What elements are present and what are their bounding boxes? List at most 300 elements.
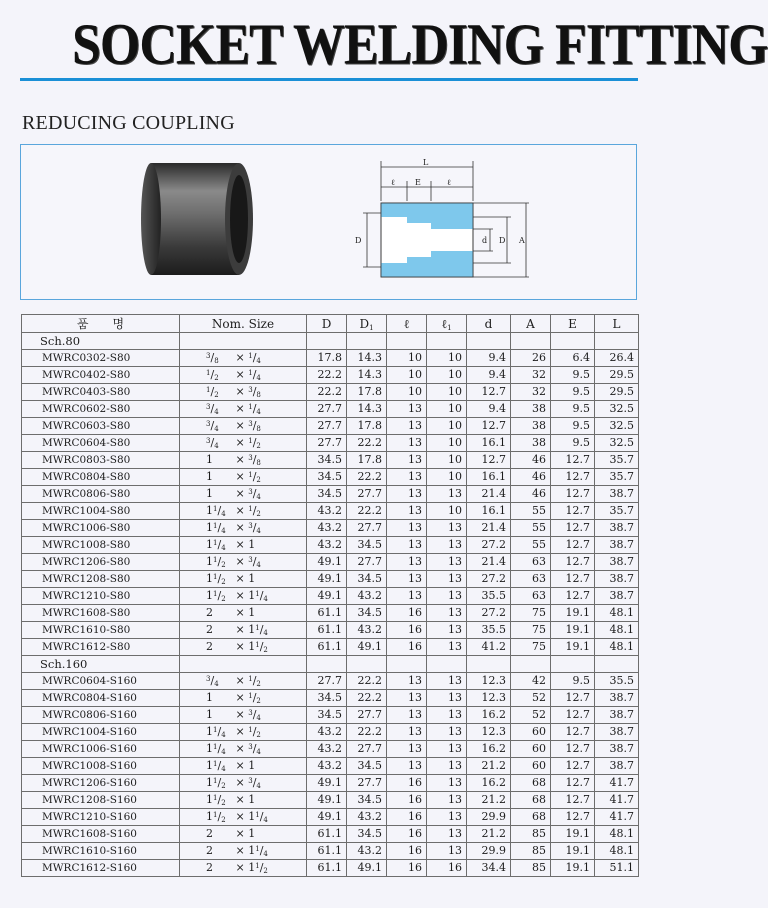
cell-l1: 13: [427, 537, 467, 554]
cell-D1: 14.3: [347, 401, 387, 418]
cell-l1: 13: [427, 554, 467, 571]
cell-nom-size: $1 \times ^3/_8$: [180, 452, 307, 469]
cell-D1: 34.5: [347, 826, 387, 843]
cell-D: 34.5: [307, 690, 347, 707]
cell-l1: 10: [427, 503, 467, 520]
cell-A: 52: [511, 690, 551, 707]
cell-code: MWRC0602-S80: [22, 401, 180, 418]
cell-l1: 13: [427, 809, 467, 826]
table-row: [22, 809, 639, 826]
cell-D: 49.1: [307, 588, 347, 605]
cell-code: MWRC1206-S160: [22, 775, 180, 792]
cell-L: 48.1: [595, 605, 639, 622]
cell-d: 34.4: [467, 860, 511, 877]
cell-code: MWRC0804-S160: [22, 690, 180, 707]
cell-l: 16: [387, 605, 427, 622]
cell-E: 12.7: [551, 571, 595, 588]
col-header-E: E: [551, 315, 595, 333]
cell-nom-size: $2 \times 1^1/_2$: [180, 860, 307, 877]
cell-E: 12.7: [551, 758, 595, 775]
col-header-d: d: [467, 315, 511, 333]
cell-E: 9.5: [551, 673, 595, 690]
table-row: [22, 554, 639, 571]
cell-D: 43.2: [307, 537, 347, 554]
group-empty-cell: [347, 333, 387, 350]
cell-L: 38.7: [595, 554, 639, 571]
cell-l: 13: [387, 741, 427, 758]
cell-l1: 13: [427, 622, 467, 639]
cell-D: 49.1: [307, 792, 347, 809]
cell-E: 12.7: [551, 707, 595, 724]
page-title: SOCKET WELDING FITTING: [72, 12, 768, 77]
cell-l1: 13: [427, 826, 467, 843]
cell-code: MWRC1608-S160: [22, 826, 180, 843]
cell-D1: 22.2: [347, 690, 387, 707]
cell-E: 19.1: [551, 622, 595, 639]
cell-d: 9.4: [467, 367, 511, 384]
cell-nom-size: $^3/_4 \times ^1/_2$: [180, 435, 307, 452]
cell-L: 38.7: [595, 571, 639, 588]
cell-l1: 13: [427, 639, 467, 656]
cell-E: 12.7: [551, 809, 595, 826]
cell-A: 38: [511, 401, 551, 418]
dim-E: E: [415, 178, 421, 187]
cell-D1: 22.2: [347, 724, 387, 741]
cell-E: 12.7: [551, 588, 595, 605]
cell-D1: 27.7: [347, 741, 387, 758]
cell-D1: 17.8: [347, 418, 387, 435]
cell-D: 34.5: [307, 452, 347, 469]
cell-nom-size: $^3/_8 \times ^1/_4$: [180, 350, 307, 367]
cell-E: 19.1: [551, 843, 595, 860]
cell-l: 13: [387, 554, 427, 571]
cell-nom-size: $1 \times ^3/_4$: [180, 707, 307, 724]
cell-l: 13: [387, 537, 427, 554]
cell-E: 12.7: [551, 554, 595, 571]
cell-code: MWRC1006-S160: [22, 741, 180, 758]
cell-code: MWRC1004-S160: [22, 724, 180, 741]
table-row: [22, 639, 639, 656]
cell-D1: 27.7: [347, 707, 387, 724]
cell-D: 34.5: [307, 707, 347, 724]
cell-code: MWRC0302-S80: [22, 350, 180, 367]
cell-d: 12.3: [467, 724, 511, 741]
table-row: [22, 860, 639, 877]
cell-L: 38.7: [595, 707, 639, 724]
group-label: Sch.160: [22, 656, 180, 673]
cell-l1: 13: [427, 571, 467, 588]
table-row: [22, 792, 639, 809]
cell-d: 12.7: [467, 384, 511, 401]
cell-l1: 13: [427, 775, 467, 792]
cell-d: 21.2: [467, 758, 511, 775]
cell-nom-size: $1^1/_2 \times ^3/_4$: [180, 554, 307, 571]
cell-D1: 17.8: [347, 452, 387, 469]
table-row: [22, 843, 639, 860]
cell-L: 35.7: [595, 503, 639, 520]
cell-l: 13: [387, 435, 427, 452]
cell-code: MWRC0604-S160: [22, 673, 180, 690]
cell-l: 16: [387, 622, 427, 639]
cell-nom-size: $1 \times ^1/_2$: [180, 469, 307, 486]
cell-L: 38.7: [595, 758, 639, 775]
cell-A: 75: [511, 605, 551, 622]
cell-A: 75: [511, 622, 551, 639]
group-empty-cell: [427, 656, 467, 673]
cell-E: 12.7: [551, 520, 595, 537]
table-row: [22, 401, 639, 418]
cell-L: 35.7: [595, 469, 639, 486]
cell-l: 13: [387, 673, 427, 690]
table-row: [22, 486, 639, 503]
cell-D1: 34.5: [347, 537, 387, 554]
coupling-photo: [141, 157, 261, 281]
group-empty-cell: [595, 656, 639, 673]
cell-E: 12.7: [551, 724, 595, 741]
cell-l: 13: [387, 503, 427, 520]
cell-A: 85: [511, 860, 551, 877]
cell-A: 46: [511, 469, 551, 486]
cell-l1: 13: [427, 792, 467, 809]
table-row: [22, 690, 639, 707]
cell-l1: 10: [427, 350, 467, 367]
cell-l: 13: [387, 690, 427, 707]
table-row: [22, 724, 639, 741]
cell-A: 32: [511, 384, 551, 401]
cell-D: 17.8: [307, 350, 347, 367]
cell-D1: 34.5: [347, 792, 387, 809]
cell-d: 21.4: [467, 520, 511, 537]
cell-D: 22.2: [307, 367, 347, 384]
cell-d: 41.2: [467, 639, 511, 656]
cell-l: 16: [387, 639, 427, 656]
dim-l1: ℓ: [447, 178, 451, 187]
dim-d: d: [482, 236, 488, 245]
cell-l1: 13: [427, 673, 467, 690]
cell-E: 19.1: [551, 826, 595, 843]
cell-L: 41.7: [595, 792, 639, 809]
cell-A: 68: [511, 809, 551, 826]
cell-A: 52: [511, 707, 551, 724]
cell-nom-size: $1^1/_2 \times 1$: [180, 571, 307, 588]
cell-L: 38.7: [595, 724, 639, 741]
cell-E: 12.7: [551, 792, 595, 809]
cell-l: 16: [387, 826, 427, 843]
cell-nom-size: $^3/_4 \times ^1/_4$: [180, 401, 307, 418]
cell-code: MWRC0402-S80: [22, 367, 180, 384]
cell-code: MWRC1206-S80: [22, 554, 180, 571]
cell-code: MWRC1210-S160: [22, 809, 180, 826]
cell-d: 12.7: [467, 452, 511, 469]
table-body: [22, 333, 639, 877]
col-header-l: ℓ: [387, 315, 427, 333]
cell-l: 13: [387, 520, 427, 537]
cell-A: 38: [511, 435, 551, 452]
cell-nom-size: $1^1/_4 \times ^3/_4$: [180, 741, 307, 758]
cell-nom-size: 2 × 1: [180, 826, 307, 843]
cell-d: 21.4: [467, 554, 511, 571]
table-row: [22, 622, 639, 639]
cell-D: 34.5: [307, 469, 347, 486]
cell-E: 12.7: [551, 469, 595, 486]
cell-code: MWRC0806-S80: [22, 486, 180, 503]
cell-D: 49.1: [307, 554, 347, 571]
cell-D1: 14.3: [347, 367, 387, 384]
cell-d: 12.3: [467, 673, 511, 690]
cell-d: 16.1: [467, 469, 511, 486]
cell-D: 43.2: [307, 758, 347, 775]
cell-l1: 13: [427, 741, 467, 758]
table-row: [22, 707, 639, 724]
cell-A: 63: [511, 588, 551, 605]
dim-D-left: D: [355, 236, 362, 245]
cell-d: 16.2: [467, 741, 511, 758]
cell-l: 13: [387, 401, 427, 418]
cell-d: 16.1: [467, 503, 511, 520]
cell-D: 61.1: [307, 639, 347, 656]
cell-l: 13: [387, 707, 427, 724]
cell-A: 32: [511, 367, 551, 384]
dim-L: L: [423, 158, 429, 167]
cell-nom-size: $1^1/_4 \times ^1/_2$: [180, 724, 307, 741]
cell-l: 10: [387, 384, 427, 401]
cell-D1: 27.7: [347, 520, 387, 537]
figure-panel: [20, 144, 637, 300]
table-row: [22, 588, 639, 605]
cell-d: 9.4: [467, 350, 511, 367]
cell-A: 68: [511, 792, 551, 809]
cell-L: 38.7: [595, 741, 639, 758]
cell-nom-size: $1 \times ^1/_2$: [180, 690, 307, 707]
cell-d: 27.2: [467, 537, 511, 554]
cell-d: 21.4: [467, 486, 511, 503]
cell-D1: 22.2: [347, 435, 387, 452]
cell-code: MWRC0806-S160: [22, 707, 180, 724]
cell-nom-size: $1^1/_4 \times 1$: [180, 758, 307, 775]
cell-d: 27.2: [467, 605, 511, 622]
cell-l: 13: [387, 588, 427, 605]
cell-L: 35.7: [595, 452, 639, 469]
group-empty-cell: [180, 333, 307, 350]
cell-nom-size: $1^1/_2 \times 1$: [180, 792, 307, 809]
cell-l: 13: [387, 418, 427, 435]
cell-L: 48.1: [595, 639, 639, 656]
cell-E: 9.5: [551, 418, 595, 435]
dimension-drawing: [351, 157, 581, 287]
cell-d: 29.9: [467, 843, 511, 860]
table-row: [22, 741, 639, 758]
cell-D: 43.2: [307, 724, 347, 741]
group-empty-cell: [595, 333, 639, 350]
cell-l: 13: [387, 469, 427, 486]
cell-d: 27.2: [467, 571, 511, 588]
cell-D: 27.7: [307, 401, 347, 418]
cell-l: 13: [387, 452, 427, 469]
cell-E: 9.5: [551, 435, 595, 452]
cell-E: 12.7: [551, 452, 595, 469]
cell-l1: 10: [427, 367, 467, 384]
cell-E: 12.7: [551, 537, 595, 554]
cell-A: 42: [511, 673, 551, 690]
col-header-D1: $D_1$: [347, 315, 387, 333]
cell-l: 13: [387, 724, 427, 741]
cell-l1: 10: [427, 452, 467, 469]
cell-l1: 16: [427, 860, 467, 877]
cell-D1: 22.2: [347, 503, 387, 520]
cell-L: 38.7: [595, 520, 639, 537]
col-header-l1: ℓ$_1$: [427, 315, 467, 333]
cell-D1: 43.2: [347, 622, 387, 639]
cell-nom-size: $1^1/_4 \times ^1/_2$: [180, 503, 307, 520]
dim-D-right: D: [499, 236, 506, 245]
cell-D: 61.1: [307, 622, 347, 639]
cell-L: 26.4: [595, 350, 639, 367]
cell-A: 26: [511, 350, 551, 367]
cell-d: 16.1: [467, 435, 511, 452]
cell-L: 38.7: [595, 690, 639, 707]
cell-D1: 14.3: [347, 350, 387, 367]
cell-E: 19.1: [551, 639, 595, 656]
cell-A: 75: [511, 639, 551, 656]
cell-code: MWRC1610-S80: [22, 622, 180, 639]
cell-L: 32.5: [595, 418, 639, 435]
spec-table: [21, 314, 639, 877]
table-row: [22, 520, 639, 537]
cell-l1: 13: [427, 707, 467, 724]
table-row: [22, 384, 639, 401]
cell-E: 9.5: [551, 401, 595, 418]
cell-code: MWRC0804-S80: [22, 469, 180, 486]
cell-D: 49.1: [307, 571, 347, 588]
table-row: [22, 537, 639, 554]
cell-L: 38.7: [595, 588, 639, 605]
cell-D: 34.5: [307, 486, 347, 503]
cell-D: 27.7: [307, 673, 347, 690]
group-empty-cell: [551, 333, 595, 350]
cell-D1: 27.7: [347, 775, 387, 792]
cell-D1: 34.5: [347, 605, 387, 622]
cell-d: 16.2: [467, 775, 511, 792]
cell-code: MWRC0803-S80: [22, 452, 180, 469]
cell-l1: 13: [427, 758, 467, 775]
group-label: Sch.80: [22, 333, 180, 350]
cell-A: 60: [511, 741, 551, 758]
col-header-A: A: [511, 315, 551, 333]
cell-L: 32.5: [595, 401, 639, 418]
dim-l: ℓ: [391, 178, 395, 187]
table-row: [22, 571, 639, 588]
cell-A: 68: [511, 775, 551, 792]
cell-A: 46: [511, 486, 551, 503]
cell-code: MWRC1208-S80: [22, 571, 180, 588]
cell-code: MWRC1008-S80: [22, 537, 180, 554]
table-row: [22, 350, 639, 367]
cell-code: MWRC0603-S80: [22, 418, 180, 435]
col-header-D: D: [307, 315, 347, 333]
cell-E: 9.5: [551, 384, 595, 401]
section-subtitle: REDUCING COUPLING: [22, 112, 235, 134]
cell-l1: 10: [427, 401, 467, 418]
cell-E: 12.7: [551, 486, 595, 503]
cell-nom-size: $^3/_4 \times ^3/_8$: [180, 418, 307, 435]
cell-D: 61.1: [307, 860, 347, 877]
cell-d: 21.2: [467, 826, 511, 843]
cell-l: 10: [387, 350, 427, 367]
cell-L: 38.7: [595, 486, 639, 503]
cell-l1: 10: [427, 418, 467, 435]
group-empty-cell: [427, 333, 467, 350]
cell-L: 48.1: [595, 622, 639, 639]
cell-code: MWRC1008-S160: [22, 758, 180, 775]
cell-D: 61.1: [307, 605, 347, 622]
cell-l1: 10: [427, 435, 467, 452]
cell-E: 19.1: [551, 860, 595, 877]
cell-l: 16: [387, 792, 427, 809]
table-group-row: [22, 333, 639, 350]
cell-code: MWRC1208-S160: [22, 792, 180, 809]
cell-L: 41.7: [595, 775, 639, 792]
cell-l1: 13: [427, 486, 467, 503]
cell-l1: 13: [427, 843, 467, 860]
table-row: [22, 452, 639, 469]
cell-l: 16: [387, 843, 427, 860]
cell-D: 61.1: [307, 843, 347, 860]
cell-nom-size: $^1/_2 \times ^3/_8$: [180, 384, 307, 401]
cell-d: 21.2: [467, 792, 511, 809]
cell-d: 9.4: [467, 401, 511, 418]
cell-nom-size: $2 \times 1^1/_4$: [180, 622, 307, 639]
cell-d: 29.9: [467, 809, 511, 826]
cell-E: 12.7: [551, 503, 595, 520]
cell-L: 35.5: [595, 673, 639, 690]
cell-code: MWRC1608-S80: [22, 605, 180, 622]
cell-nom-size: $1^1/_4 \times ^3/_4$: [180, 520, 307, 537]
cell-L: 41.7: [595, 809, 639, 826]
cell-A: 63: [511, 571, 551, 588]
cell-d: 35.5: [467, 622, 511, 639]
cell-A: 60: [511, 758, 551, 775]
group-empty-cell: [551, 656, 595, 673]
cell-L: 38.7: [595, 537, 639, 554]
title-rule: [20, 78, 638, 81]
cell-D: 22.2: [307, 384, 347, 401]
cell-E: 19.1: [551, 605, 595, 622]
cell-nom-size: 2 × 1: [180, 605, 307, 622]
cell-L: 51.1: [595, 860, 639, 877]
cell-A: 46: [511, 452, 551, 469]
group-empty-cell: [511, 333, 551, 350]
cell-A: 60: [511, 724, 551, 741]
cell-nom-size: $2 \times 1^1/_4$: [180, 843, 307, 860]
cell-A: 38: [511, 418, 551, 435]
group-empty-cell: [307, 656, 347, 673]
cell-L: 48.1: [595, 843, 639, 860]
cell-L: 29.5: [595, 367, 639, 384]
cell-D1: 22.2: [347, 469, 387, 486]
cell-A: 55: [511, 537, 551, 554]
table-row: [22, 673, 639, 690]
cell-A: 85: [511, 826, 551, 843]
cell-l: 16: [387, 775, 427, 792]
cell-nom-size: $1^1/_4 \times 1$: [180, 537, 307, 554]
cell-l1: 13: [427, 690, 467, 707]
table-header-row: [22, 315, 639, 333]
table-row: [22, 418, 639, 435]
cell-l: 16: [387, 809, 427, 826]
col-header-L: L: [595, 315, 639, 333]
cell-D1: 43.2: [347, 843, 387, 860]
table-group-row: [22, 656, 639, 673]
